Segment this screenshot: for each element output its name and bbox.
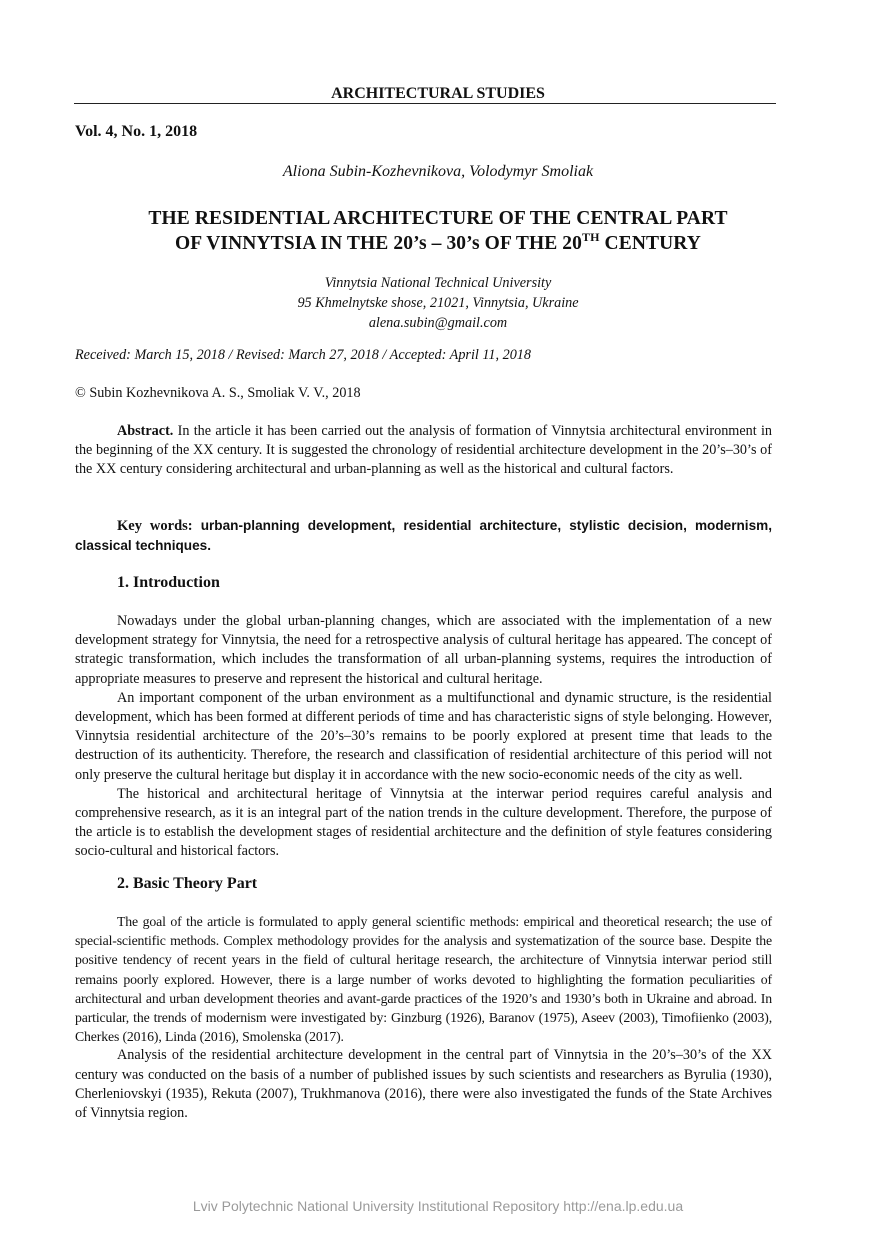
affiliation bbox=[0, 273, 876, 333]
copyright: © Subin Kozhevnikova A. S., Smoliak V. V., 2018 bbox=[75, 385, 361, 401]
keywords-label: Key words: bbox=[117, 518, 193, 534]
title-line-2 bbox=[0, 231, 876, 256]
affiliation-address: 95 Khmelnytske shose, 21021, Vinnytsia, Ukraine bbox=[297, 295, 579, 311]
title-line-2-post: CENTURY bbox=[599, 233, 701, 254]
keywords bbox=[75, 516, 772, 555]
abstract bbox=[75, 422, 772, 480]
intro-paragraph: Nowadays under the global urban-planning changes, which are associated with the implementation of a new development strategy for Vinnytsia, the need for a retrospective analysis of cultural heritage has appeared. The concept of strategic transformation, which includes the transformation of all urban-planning systems, requires the introduction of appropriate measures to preserve and represent the historical and cultural heritage. bbox=[75, 613, 772, 687]
journal-title: ARCHITECTURAL STUDIES bbox=[331, 85, 545, 102]
keywords-text: urban-planning development, residential architecture, stylistic decision, modernism, classical techniques. bbox=[75, 518, 772, 554]
abstract-text: In the article it has been carried out the analysis of formation of Vinnytsia architectural environment in the beginning of the XX century. It is suggested the chronology of residential architecture development in the 20’s–30’s of the XX century considering architectural and urban-planning as well as the historical and cultural factors. bbox=[75, 423, 772, 478]
affiliation-institution: Vinnytsia National Technical University bbox=[324, 275, 552, 291]
volume-info: Vol. 4, No. 1, 2018 bbox=[75, 123, 198, 140]
section-heading-basic-theory: 2. Basic Theory Part bbox=[117, 875, 258, 892]
abstract-label: Abstract. bbox=[117, 423, 174, 439]
section-heading-introduction: 1. Introduction bbox=[117, 574, 220, 591]
repository-footer: Lviv Polytechnic National University Institutional Repository http://ena.lp.edu.ua bbox=[192, 1198, 684, 1214]
header-rule bbox=[74, 103, 776, 104]
publication-dates: Received: March 15, 2018 / Revised: March 27, 2018 / Accepted: April 11, 2018 bbox=[75, 347, 531, 363]
title-line-2-pre: OF VINNYTSIA IN THE 20’s – 30’s OF THE 20 bbox=[175, 233, 583, 254]
basic-theory-body bbox=[75, 912, 772, 1123]
intro-paragraph: An important component of the urban environment as a multifunctional and dynamic structure, is the residential development, which has been formed at different periods of time and has characteristic signs of style belonging. However, Vinnytsia residential architecture of the 20’s–30’s remains to be poorly explored at present time that leads to the destruction of its authenticity. Therefore, the research and classification of residential architecture of this period will not only preserve the cultural heritage but display it in accordance with the new socio-economic needs of the city as well. bbox=[75, 689, 772, 783]
title-superscript: TH bbox=[582, 230, 600, 244]
affiliation-email: alena.subin@gmail.com bbox=[368, 315, 508, 331]
title-line-1: THE RESIDENTIAL ARCHITECTURE OF THE CENTRAL PART bbox=[148, 208, 728, 229]
intro-paragraph: The historical and architectural heritage of Vinnytsia at the interwar period requires careful analysis and comprehensive research, as it is an integral part of the nation trends in the culture development. Therefore, the purpose of the article is to establish the development stages of residential architecture and the definition of style features considering socio-cultural and historical factors. bbox=[75, 785, 772, 860]
theory-paragraph: Analysis of the residential architecture development in the central part of Vinnytsia in the 20’s–30’s of the XX century was conducted on the basis of a number of published issues by such scientists and researchers as Byrulia (1930), Cherleniovskyi (1935), Rekuta (2007), Trukhmanova (2016), there were also investigated the funds of the State Archives of Vinnytsia region. bbox=[75, 1047, 772, 1122]
article-title bbox=[0, 206, 876, 256]
introduction-body bbox=[75, 612, 772, 862]
theory-paragraph: The goal of the article is formulated to apply general scientific methods: empirical and theoretical research; the use of special-scientific methods. Complex methodology provides for the analysis and systematization of the source base. Despite the positive tendency of recent years in the field of cultural heritage research, the architecture of Vinnytsia interwar period still remains poorly explored. However, there is a large number of works devoted to highlighting the formation peculiarities of architectural and urban development theories and avant-garde practices of the 1920’s and 1930’s both in Ukraine and abroad. In particular, the trends of modernism were investigated by: Ginzburg (1926), Baranov (1975), Aseev (2003), Timofiienko (2003), Cherkes (2016), Linda (2016), Smolenska (2017). bbox=[75, 914, 772, 1045]
authors: Aliona Subin-Kozhevnikova, Volodymyr Smoliak bbox=[282, 163, 594, 180]
